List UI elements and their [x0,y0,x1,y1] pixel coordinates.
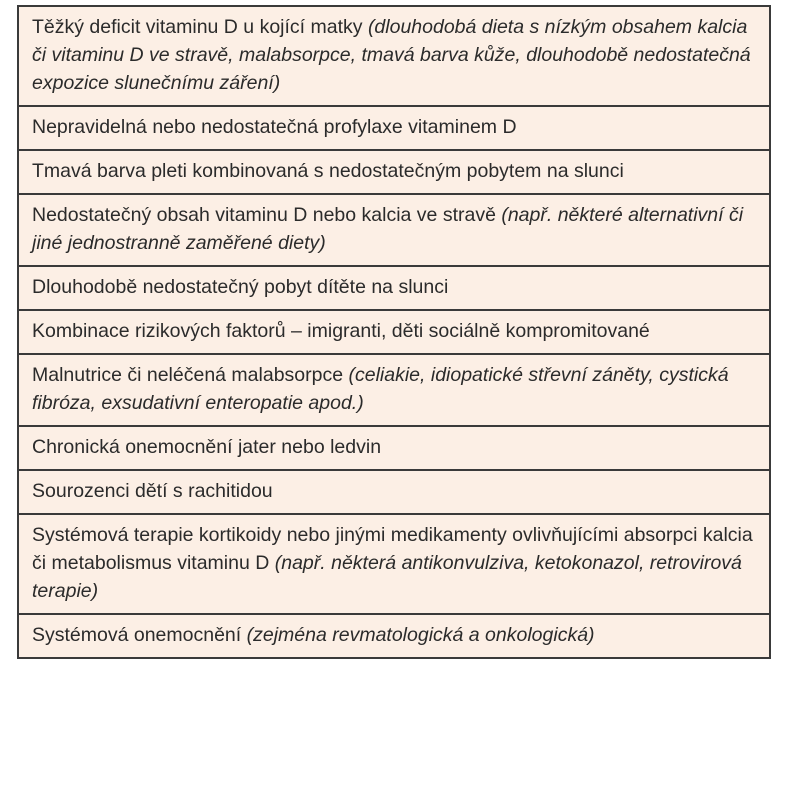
table-row [18,266,770,310]
risk-factors-table [17,5,771,659]
table-cell [18,106,770,150]
table-cell [18,614,770,658]
table-row [18,6,770,106]
cell-text: Systémová terapie kortikoidy nebo jinými medikamenty ovlivňujícími absorpci kalcia či metabolismus vitaminu D [32,524,753,574]
cell-text: Malnutrice či neléčená malabsorpce [32,364,344,386]
table-cell [18,426,770,470]
table-cell [18,6,770,106]
table-cell [18,310,770,354]
cell-text: Systémová onemocnění [32,624,242,646]
cell-note: (dlouhodobá dieta s nízkým obsahem kalcia či vitaminu D ve stravě, malabsorpce, tmavá barva kůže, dlouhodobě nedostatečná expozice slunečnímu záření) [32,16,751,94]
cell-text: Nepravidelná nebo nedostatečná profylaxe vitaminem D [32,116,517,138]
table-row [18,106,770,150]
table-row [18,194,770,266]
table-cell [18,150,770,194]
cell-note: (např. některá antikonvulziva, ketokonazol, retrovirová terapie) [32,552,742,602]
table-row [18,310,770,354]
cell-text: Dlouhodobě nedostatečný pobyt dítěte na slunci [32,276,449,298]
table-row [18,470,770,514]
cell-text: Nedostatečný obsah vitaminu D nebo kalcia ve stravě [32,204,496,226]
table-cell [18,354,770,426]
table-row [18,514,770,614]
table-cell [18,514,770,614]
cell-text: Tmavá barva pleti kombinovaná s nedostatečným pobytem na slunci [32,160,624,182]
cell-text: Chronická onemocnění jater nebo ledvin [32,436,382,458]
table-row [18,354,770,426]
cell-note: (celiakie, idiopatické střevní záněty, cystická fibróza, exsudativní enteropatie apod.) [32,364,729,414]
table-cell [18,470,770,514]
cell-note: (např. některé alternativní či jiné jednostranně zaměřené diety) [32,204,744,254]
table-row [18,426,770,470]
cell-text: Sourozenci dětí s rachitidou [32,480,273,502]
table-row [18,150,770,194]
cell-text: Těžký deficit vitaminu D u kojící matky [32,16,363,38]
cell-text: Kombinace rizikových faktorů – imigranti, děti sociálně kompromitované [32,320,650,342]
table-cell [18,194,770,266]
table-row [18,614,770,658]
cell-note: (zejména revmatologická a onkologická) [246,624,595,646]
table-cell [18,266,770,310]
